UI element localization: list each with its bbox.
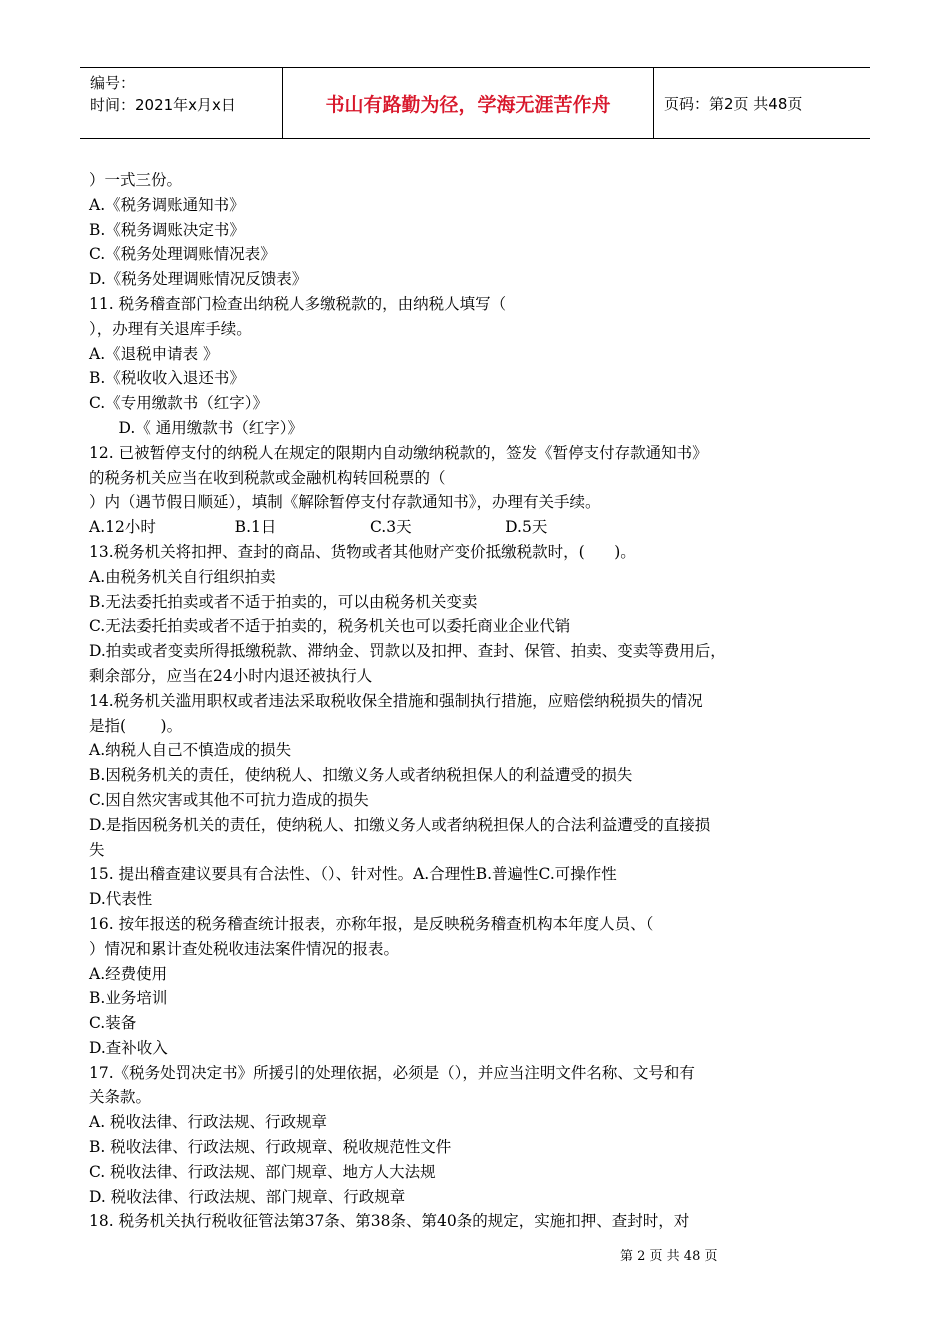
text-line: C.装备 [89,1014,137,1033]
text-line: 剩余部分，应当在24小时内退还被执行人 [89,666,373,685]
text-line: B. 税收法律、行政法规、行政规章、税收规范性文件 [89,1138,452,1157]
text-line: 18. 税务机关执行税收征管法第37条、第38条、第40条的规定，实施扣押、查封时，对 [89,1212,690,1231]
text-line: D.《税务处理调账情况反馈表》 [89,270,308,289]
text-line: 失 [89,840,105,859]
text-line: C.《专用缴款书（红字）》 [89,394,268,413]
text-line: 15. 提出稽查建议要具有合法性、（）、针对性。A.合理性B.普遍性C.可操作性 [89,865,617,884]
text-line: ）一式三份。 [89,171,183,189]
text-line: A.《退税申请表 》 [89,344,219,363]
text-line: C.无法委托拍卖或者不适于拍卖的，税务机关也可以委托商业企业代销 [89,617,571,636]
text-line: A.纳税人自己不慎造成的损失 [89,741,292,760]
text-line: D. 税收法律、行政法规、部门规章、行政规章 [89,1187,406,1206]
text-line: A. 税收法律、行政法规、行政规章 [89,1113,328,1132]
text-line: D.代表性 [89,890,153,909]
document-body [89,168,874,1234]
header-page-info: 页码：第2页 共48页 [664,94,803,113]
page-header [80,67,870,139]
text-line: D.查补收入 [89,1038,168,1057]
document-number-label: 编号： [90,74,136,92]
page-footer: 第 2 页 共 48 页 [620,1249,718,1264]
text-line: B.《税务调账决定书》 [89,220,245,239]
text-line: 的税务机关应当在收到税款或金融机构转回税票的（ [89,468,446,487]
text-line: B.无法委托拍卖或者不适于拍卖的，可以由税务机关变卖 [89,592,478,611]
text-line: 14.税务机关滥用职权或者违法采取税收保全措施和强制执行措施，应赔偿纳税损失的情况 [89,691,703,710]
document-time-label: 时间：2021年x月x日 [90,96,236,114]
text-line: B.《税收收入退还书》 [89,369,245,388]
header-meta [80,68,283,138]
text-line: ），办理有关退库手续。 [89,319,252,338]
header-motto: 书山有路勤为径，学海无涯苦作舟 [283,68,654,138]
text-line: 是指( )。 [89,716,183,735]
text-line: C. 税收法律、行政法规、部门规章、地方人大法规 [89,1162,436,1181]
text-line: 11. 税务稽查部门检查出纳税人多缴税款的，由纳税人填写（ [89,294,507,313]
text-line: C.因自然灾害或其他不可抗力造成的损失 [89,790,369,809]
text-line: C.《税务处理调账情况表》 [89,245,276,264]
text-line: A.12小时 B.1日 C.3天 D.5天 [89,518,548,537]
text-line: ）内（遇节假日顺延），填制《解除暂停支付存款通知书》，办理有关手续。 [89,493,601,512]
text-line: B.因税务机关的责任，使纳税人、扣缴义务人或者纳税担保人的利益遭受的损失 [89,766,633,785]
text-line: A.由税务机关自行组织拍卖 [89,567,276,586]
text-line: A.《税务调账通知书》 [89,195,245,214]
text-line: ）情况和累计查处税收违法案件情况的报表。 [89,939,400,958]
text-line: B.业务培训 [89,989,168,1008]
text-line: D.拍卖或者变卖所得抵缴税款、滞纳金、罚款以及扣押、查封、保管、拍卖、变卖等费用后， [89,642,726,661]
text-line: 12. 已被暂停支付的纳税人在规定的限期内自动缴纳税款的，签发《暂停支付存款通知书》 [89,443,708,462]
text-line: 13.税务机关将扣押、查封的商品、货物或者其他财产变价抵缴税款时，( )。 [89,542,636,561]
text-line: D.是指因税务机关的责任，使纳税人、扣缴义务人或者纳税担保人的合法利益遭受的直接损 [89,815,711,834]
text-line: D.《 通用缴款书（红字）》 [89,418,304,437]
text-line: 17.《税务处罚决定书》所援引的处理依据，必须是（），并应当注明文件名称、文号和有 [89,1063,695,1082]
text-line: 16. 按年报送的税务稽查统计报表，亦称年报，是反映税务稽查机构本年度人员、（ [89,914,654,933]
text-line: 关条款。 [89,1088,152,1107]
text-line: A.经费使用 [89,964,168,983]
